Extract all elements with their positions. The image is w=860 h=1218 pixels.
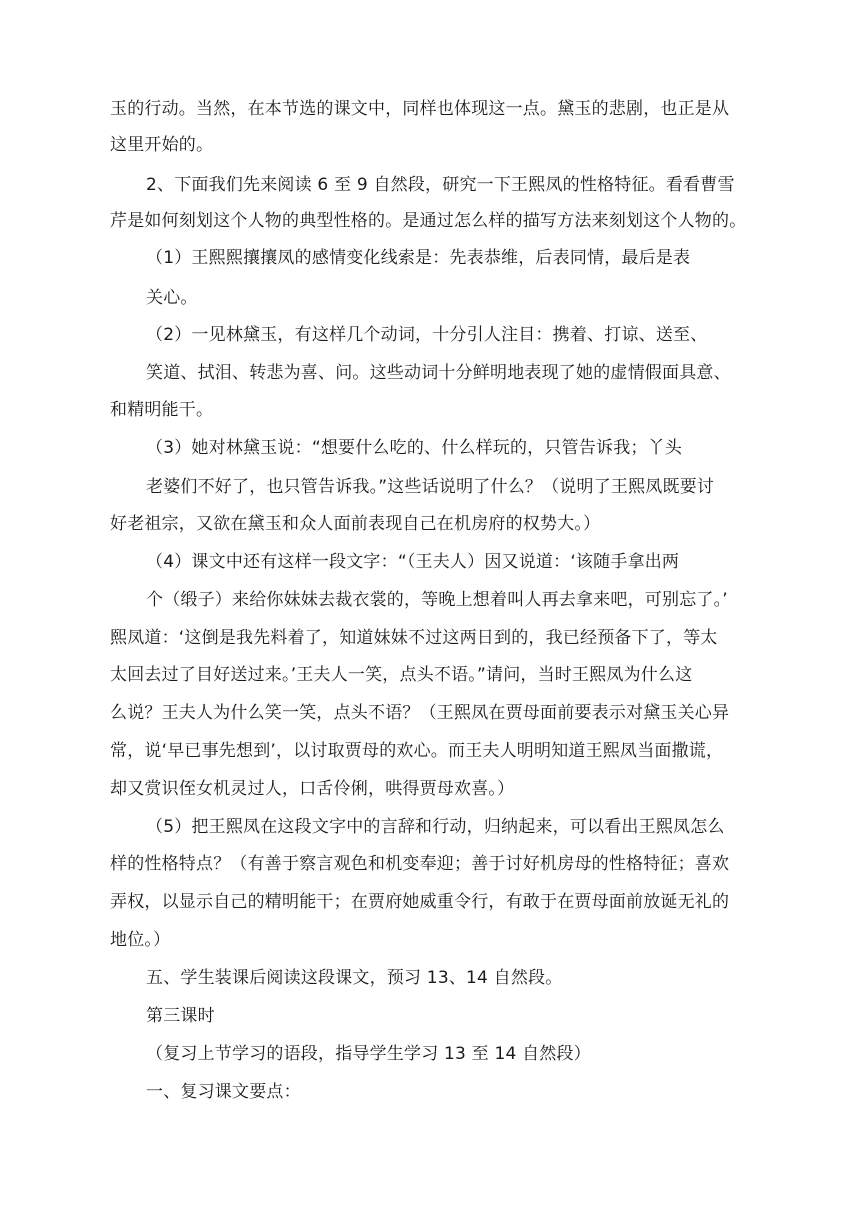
text-line: 个（缎子）来给你妹妹去裁衣裳的，等晚上想着叫人再去拿来吧，可别忘了。’ [146, 590, 728, 610]
text-line: 第三课时 [146, 1006, 215, 1026]
text-line: 却又赏识侄女机灵过人，口舌伶俐，哄得贾母欢喜。） [110, 779, 515, 799]
text-line: 和精明能干。 [110, 400, 214, 420]
text-line: 2、下面我们先来阅读 6 至 9 自然段，研究一下王熙凤的性格特征。看看曹雪 [146, 175, 735, 195]
text-line: 熙凤道：‘这倒是我先料着了，知道妹妹不过这两日到的，我已经预备下了，等太 [110, 628, 718, 648]
text-line: 地位。） [110, 930, 171, 950]
text-line: （2）一见林黛玉，有这样几个动词，十分引人注目：携着、打谅、送至、 [146, 325, 708, 345]
text-line: 这里开始的。 [110, 135, 214, 155]
text-line: 太回去过了目好送过来。’王夫人一笑，点头不语。”请问，当时王熙凤为什么这 [110, 665, 693, 685]
text-line: 么说？王夫人为什么笑一笑，点头不语？（王熙凤在贾母面前要表示对黛玉关心异 [110, 703, 730, 723]
text-line: 常，说‘早已事先想到’，以讨取贾母的欢心。而王夫人明明知道王熙凤当面撒谎， [110, 741, 724, 761]
text-line: 弄权，以显示自己的精明能干；在贾府她威重令行，有敢于在贾母面前放诞无礼的 [110, 892, 730, 912]
text-line: 好老祖宗，又欲在黛玉和众人面前表现自己在机房府的权势大。） [110, 514, 601, 534]
text-line: 芹是如何刻划这个人物的典型性格的。是通过怎么样的描写方法来刻划这个人物的。 [110, 211, 747, 231]
text-line: 五、学生装课后阅读这段课文，预习 13、14 自然段。 [146, 968, 563, 988]
text-line: （4）课文中还有这样一段文字：“（王夫人）因又说道：‘该随手拿出两 [146, 552, 680, 572]
text-line: 老婆们不好了，也只管告诉我。”这些话说明了什么？（说明了王熙凤既要讨 [146, 477, 715, 497]
text-line: （1）王熙熙攘攘凤的感情变化线索是：先表恭维，后表同情，最后是表 [146, 248, 691, 268]
text-line: 一、复习课文要点： [146, 1082, 301, 1102]
text-line: （复习上节学习的语段，指导学生学习 13 至 14 自然段） [146, 1044, 591, 1064]
text-line: 玉的行动。当然，在本节选的课文中，同样也体现这一点。黛玉的悲剧，也正是从 [110, 99, 730, 119]
text-line: （3）她对林黛玉说：“想要什么吃的、什么样玩的，只管告诉我；丫头 [146, 438, 683, 458]
text-line: （5）把王熙凤在这段文字中的言辞和行动，归纳起来，可以看出王熙凤怎么 [146, 817, 725, 837]
text-line: 笑道、拭泪、转悲为喜、问。这些动词十分鲜明地表现了她的虚情假面具意、 [146, 363, 731, 383]
text-line: 关心。 [146, 288, 198, 308]
text-line: 样的性格特点？（有善于察言观色和机变奉迎；善于讨好机房母的性格特征；喜欢 [110, 854, 730, 874]
